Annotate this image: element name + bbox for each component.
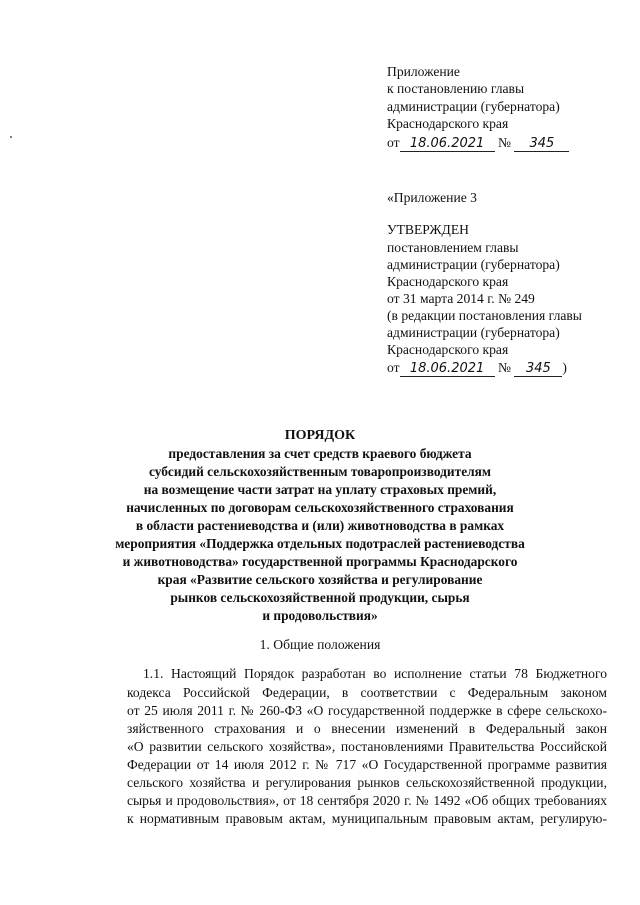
appendix-date-line	[387, 134, 569, 152]
approved-line: администрации (губернатора)	[387, 257, 560, 272]
appendix-line: администрации (губернатора)	[387, 99, 560, 114]
title-line: в области растениеводства и (или) животноводства в рамках	[135, 518, 505, 533]
approved-line: (в редакции постановления главы	[387, 308, 582, 323]
appendix-line: Приложение	[387, 64, 460, 79]
approved-line: «Приложение 3	[387, 190, 477, 205]
paragraph-first-line: 1.1. Настоящий Порядок разработан во исполнение статьи 78 Бюджетного	[143, 666, 607, 681]
approved-line: Краснодарского края	[387, 274, 509, 289]
title-line: рынков сельскохозяйственной продукции, сырья	[170, 590, 470, 605]
approved-line: постановлением главы	[387, 240, 519, 255]
handwritten-number: 345	[514, 362, 562, 377]
title-line: субсидий сельскохозяйственным товаропроизводителям	[148, 464, 492, 479]
paragraph-line: сельского хозяйства и регулирования рынков сельскохозяйственной продукции,	[127, 775, 607, 790]
title-line: предоставления за счет средств краевого бюджета	[168, 446, 472, 461]
title-line: и животноводства» государственной программы Краснодарского	[122, 554, 518, 569]
closing-paren: )	[562, 360, 567, 375]
approved-date-line	[387, 359, 567, 377]
title-main: ПОРЯДОК	[284, 428, 356, 443]
date-prefix: от	[387, 360, 400, 375]
title-line: начисленных по договорам сельскохозяйственного страхования	[126, 500, 514, 515]
title-line: края «Развитие сельского хозяйства и регулирование	[157, 572, 483, 587]
approved-line: Краснодарского края	[387, 342, 509, 357]
title-line: на возмещение части затрат на уплату страховых премий,	[143, 482, 497, 497]
approved-line: УТВЕРЖДЕН	[387, 222, 469, 237]
paragraph-line: сырья и продовольствия», от 18 сентября 2020 г. № 1492 «Об общих требованиях	[127, 793, 607, 808]
paragraph-line: Федерации от 14 июля 2012 г. № 717 «О Государственной программе развития	[127, 757, 607, 772]
title-line: мероприятия «Поддержка отдельных подотраслей растениеводства	[115, 536, 525, 551]
number-sign: №	[497, 360, 511, 375]
paragraph-line: к нормативным правовым актам, муниципальным правовым актам, регулирую-	[127, 811, 607, 826]
date-prefix: от	[387, 135, 400, 150]
paragraph-line: «О развитии сельского хозяйства», постановлениями Правительства Российской	[127, 739, 607, 754]
approved-line: администрации (губернатора)	[387, 325, 560, 340]
handwritten-number: 345	[514, 137, 569, 152]
paragraph-line: от 25 июля 2011 г. № 260-ФЗ «О государственной поддержке в сфере сельскохо-	[127, 703, 607, 718]
title-line: и продовольствия»	[262, 608, 378, 623]
handwritten-date: 18.06.2021	[400, 137, 495, 152]
handwritten-date: 18.06.2021	[400, 362, 495, 377]
number-sign: №	[497, 135, 511, 150]
paragraph-line: зяйственного страхования и о внесении изменений в Федеральный закон	[127, 721, 607, 736]
paragraph-line: кодекса Российской Федерации, в соответствии с Федеральным законом	[127, 685, 607, 700]
section-heading: 1. Общие положения	[259, 637, 381, 652]
approved-line: от 31 марта 2014 г. № 249	[387, 291, 535, 306]
appendix-line: Краснодарского края	[387, 116, 509, 131]
appendix-line: к постановлению главы	[387, 81, 525, 96]
scan-speck	[10, 136, 12, 138]
